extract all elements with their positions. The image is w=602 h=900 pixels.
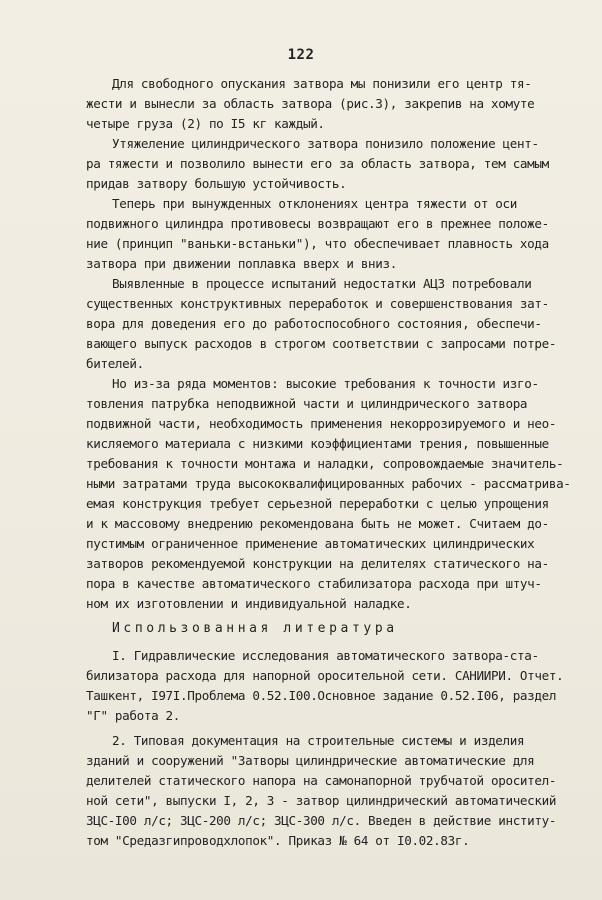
reference-line: зданий и сооружений "Затворы цилиндрические автоматические для — [86, 753, 535, 768]
text-line: придав затвору большую устойчивость. — [86, 176, 347, 191]
text-line: бителей. — [86, 356, 144, 371]
text-line: затвора при движении поплавка вверх и вниз. — [86, 256, 397, 271]
reference-line: Ташкент, I97I.Проблема 0.52.I00.Основное задание 0.52.I06, раздел — [86, 688, 557, 703]
text-line: вающего выпуск расходов в строгом соответствии с запросами потре- — [86, 336, 557, 351]
text-line: существенных конструктивных переработок и совершенствования зат- — [86, 296, 549, 311]
text-line: емая конструкция требует серьезной переработки с целью упрощения — [86, 496, 549, 511]
text-line: Выявленные в процессе испытаний недостатки АЦЗ потребовали — [112, 276, 532, 291]
reference-line: 2. Типовая документация на строительные системы и изделия — [112, 733, 525, 748]
reference-line: I. Гидравлические исследования автоматического затвора-ста- — [112, 648, 539, 663]
text-line: Теперь при вынужденных отклонениях центра тяжести от оси — [112, 196, 517, 211]
text-line: ние (принцип "ваньки-встаньки"), что обеспечивает плавность хода — [86, 236, 549, 251]
text-line: ра тяжести и позволило вынести его за область затвора, тем самым — [86, 156, 549, 171]
text-line: Утяжеление цилиндрического затвора понизило положение цент- — [112, 136, 539, 151]
reference-line: том "Средазгипроводхлопок". Приказ № 64 от I0.02.83г. — [86, 833, 470, 848]
text-line: товления патрубка неподвижной части и цилиндрического затвора — [86, 396, 528, 411]
reference-line: ной сети", выпуски I, 2, 3 - затвор цилиндрический автоматический — [86, 793, 557, 808]
page-number: 122 — [287, 47, 315, 63]
text-line: подвижной части, необходимость применения некоррозируемого и нео- — [86, 416, 557, 431]
text-line: требования к точности монтажа и наладки, сопровождаемые значитель- — [86, 456, 564, 471]
text-line: ном их изготовлении и индивидуальной наладке. — [86, 596, 412, 611]
text-line: жести и вынесли за область затвора (рис.3), закрепив на хомуте — [86, 96, 535, 111]
text-line: ными затратами труда высококвалифицированных рабочих - рассматрива- — [86, 476, 571, 491]
text-line: четыре груза (2) по I5 кг каждый. — [86, 116, 325, 131]
text-line: Но из-за ряда моментов: высокие требования к точности изго- — [112, 376, 539, 391]
text-line: и к массовому внедрению рекомендована быть не может. Считаем до- — [86, 516, 549, 531]
text-line: вора для доведения его до работоспособного состояния, обеспечи- — [86, 316, 542, 331]
text-line: подвижного цилиндра противовесы возвращают его в прежнее положе- — [86, 216, 549, 231]
text-line: затворов рекомендуемой конструкции на делителях статического на- — [86, 556, 549, 571]
text-line: пустимым ограниченное применение автоматических цилиндрических — [86, 536, 535, 551]
reference-line: делителей статического напора на самонапорной трубчатой оросител- — [86, 773, 557, 788]
text-line: пора в качестве автоматического стабилизатора расхода при штуч- — [86, 576, 542, 591]
text-line: Для свободного опускания затвора мы понизили его центр тя- — [112, 76, 532, 91]
reference-line: "Г" работа 2. — [86, 708, 181, 723]
references-heading: Использованная литература — [112, 621, 398, 636]
text-line: кисляемого материала с низкими коэффициентами трения, повышенные — [86, 436, 549, 451]
reference-line: билизатора расхода для напорной оросительной сети. САНИИРИ. Отчет. — [86, 668, 564, 683]
reference-line: ЗЦС-I00 л/с; ЗЦС-200 л/с; ЗЦС-300 л/с. Введен в действие институ- — [86, 813, 557, 828]
